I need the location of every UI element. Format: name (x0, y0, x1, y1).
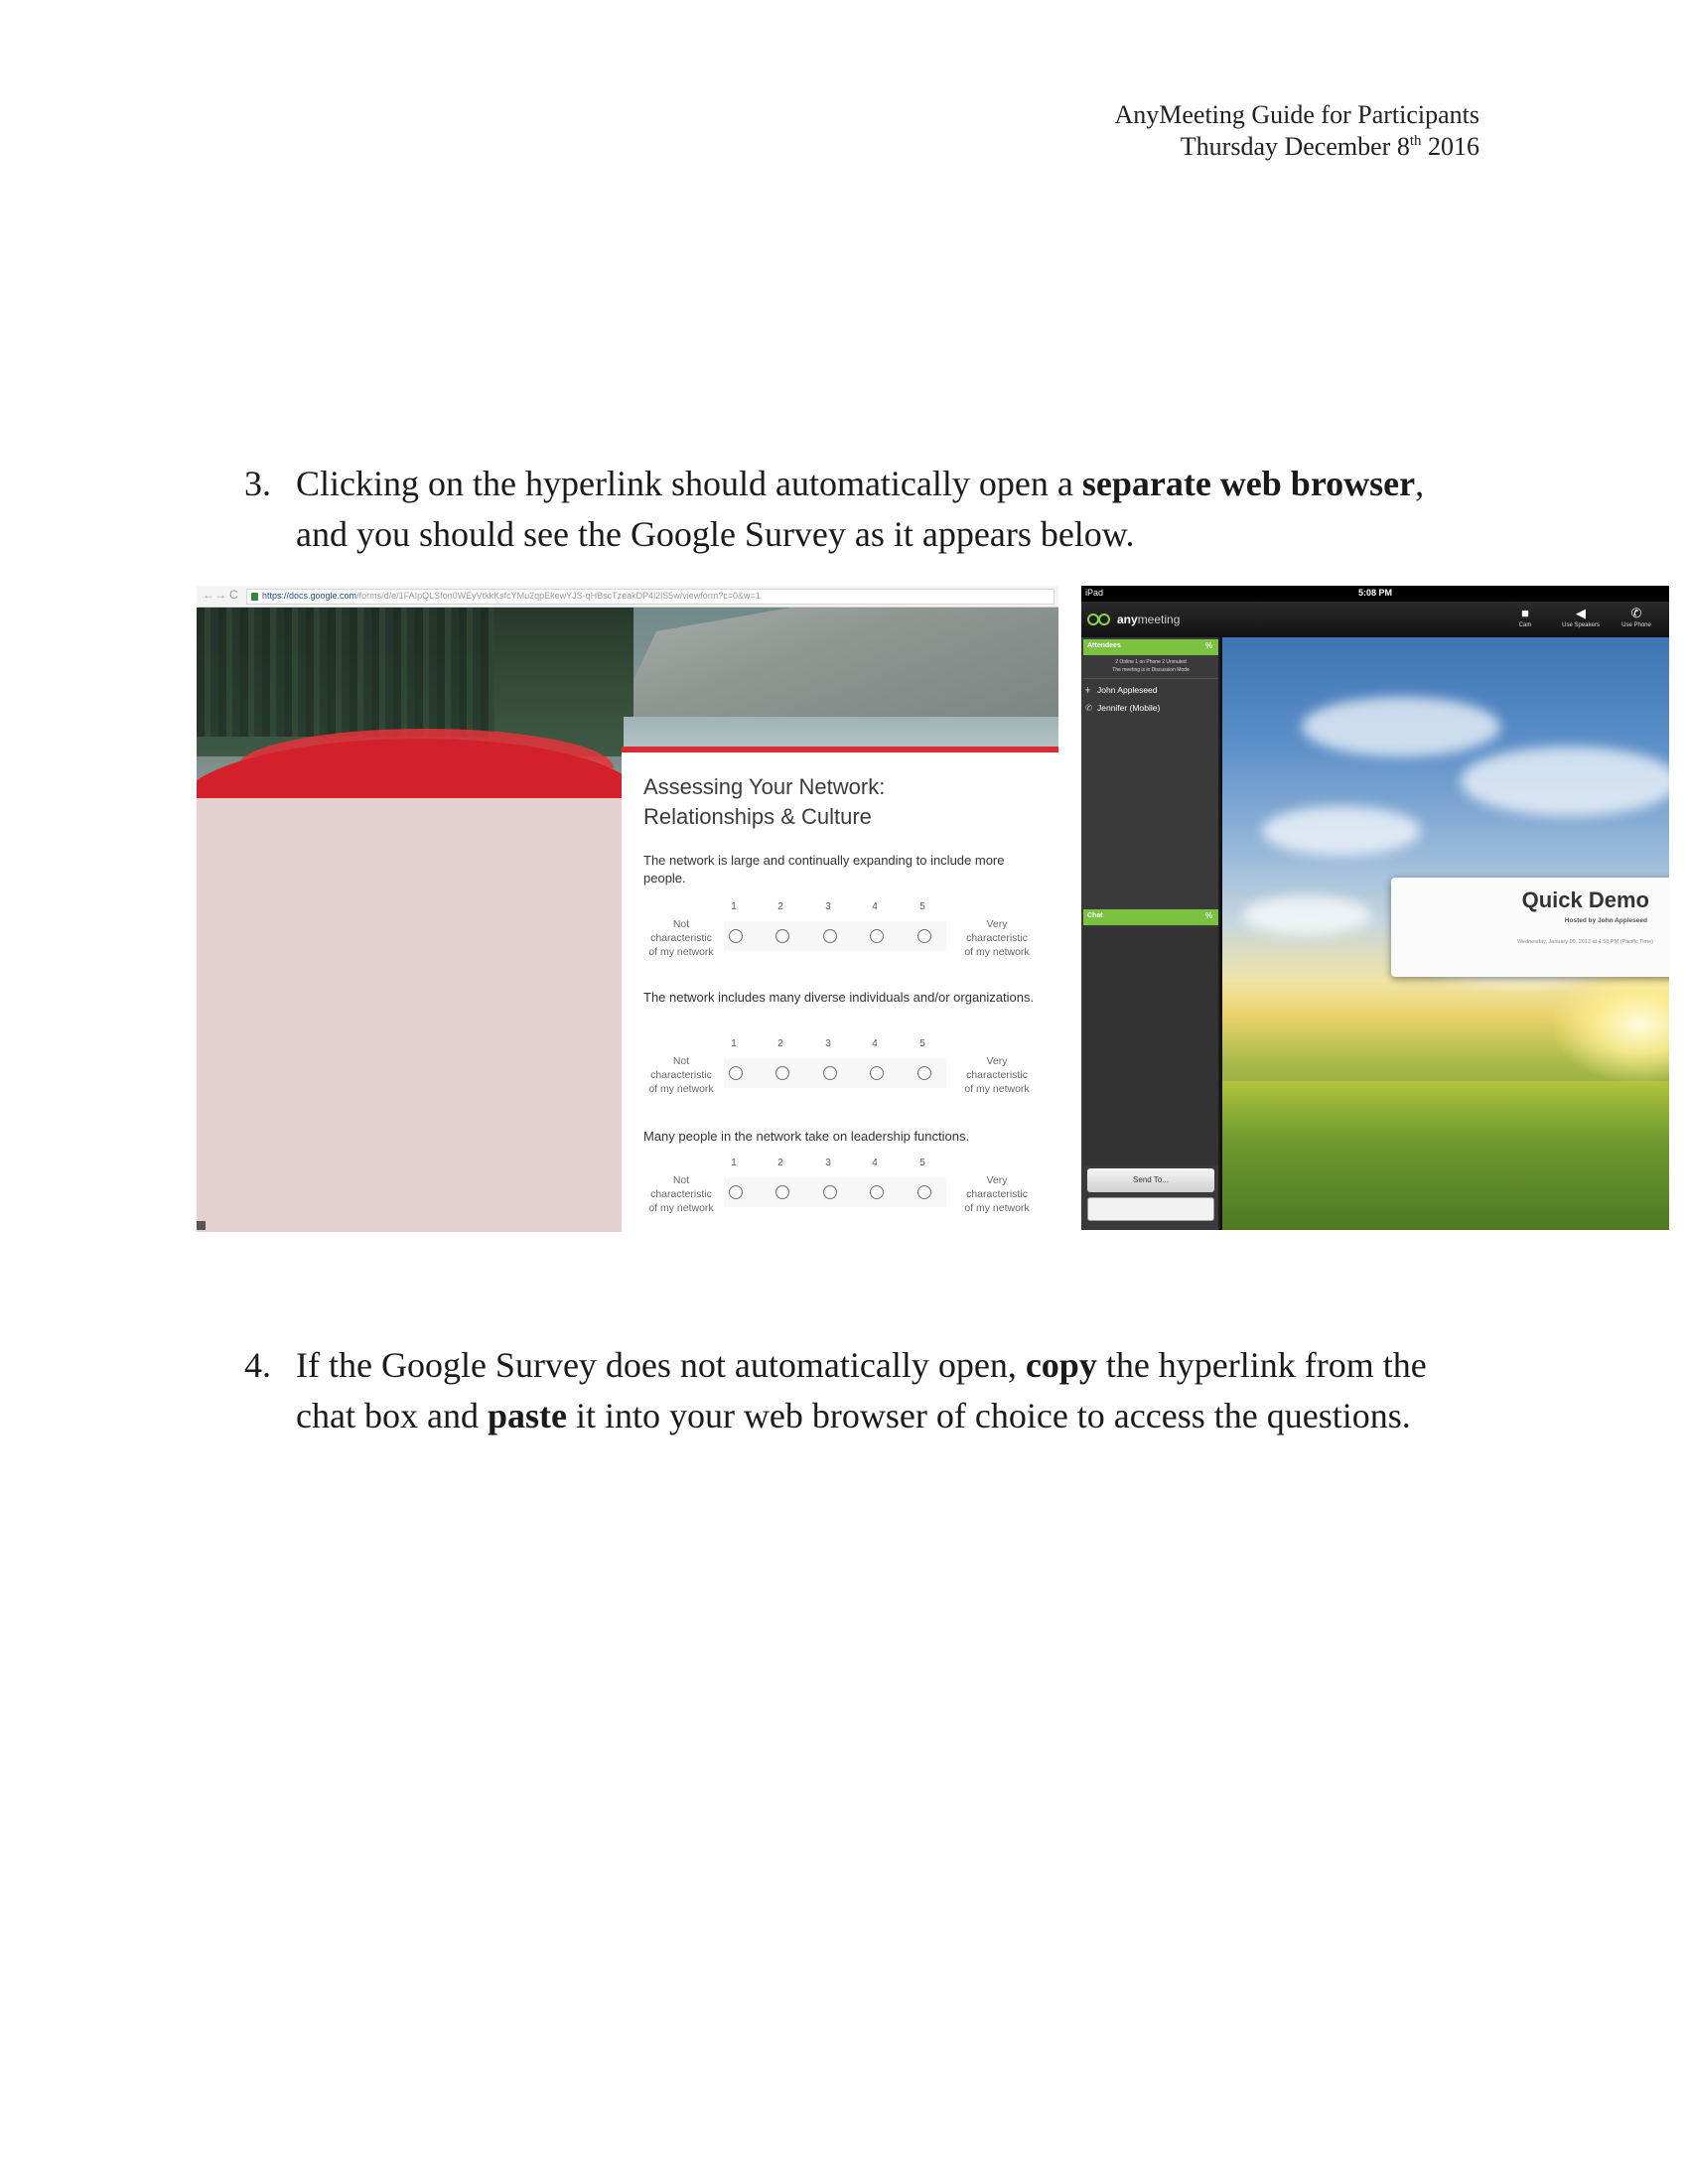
high-label: Very characteristic of my network (964, 1174, 1030, 1214)
speaker-icon: ◀ (1576, 606, 1586, 620)
chat-input[interactable] (1087, 1197, 1214, 1221)
low-label: Not characteristic of my network (648, 918, 714, 958)
radio-option-1[interactable] (729, 1185, 743, 1199)
radio-option-1[interactable] (729, 1066, 743, 1080)
scale-numbers: 1 2 3 4 5 (731, 901, 925, 912)
device-label: iPad (1085, 588, 1104, 598)
page-background (197, 798, 622, 1232)
meeting-info-card (1391, 878, 1669, 977)
app-toolbar: anymeeting ■ Cam ◀ Use Speakers ✆ Use Phone (1081, 602, 1669, 637)
camera-icon: ■ (1521, 606, 1529, 620)
radio-option-4[interactable] (870, 929, 884, 943)
step-text: Clicking on the hyperlink should automatically open a separate web browser, and you should see the Google Survey as it appears below. (296, 464, 1425, 554)
high-label: Very characteristic of my network (964, 1055, 1030, 1095)
meeting-host: Hosted by John Appleseed (1564, 917, 1647, 924)
reload-icon[interactable]: C (229, 588, 238, 602)
question-2: The network includes many diverse individuals and/or organizations. (643, 990, 1035, 1005)
meeting-title: Quick Demo (1521, 887, 1649, 912)
step-text: If the Google Survey does not automatically open, copy the hyperlink from the chat box and paste it into your web browser of choice to access the questions. (296, 1345, 1427, 1435)
microphone-icon: ǂ (1085, 685, 1090, 695)
radio-option-4[interactable] (870, 1185, 884, 1199)
radio-option-2[interactable] (775, 1066, 789, 1080)
scale-numbers: 1 2 3 4 5 (731, 1158, 925, 1168)
meeting-date: Wednesday, January 09, 2013 at 4:58 PM (Pacific Time) (1516, 939, 1653, 945)
lock-icon (251, 593, 258, 601)
radio-option-5[interactable] (917, 1066, 931, 1080)
rating-row (622, 1173, 1058, 1213)
radio-option-4[interactable] (870, 1066, 884, 1080)
scale-numbers: 1 2 3 4 5 (731, 1038, 925, 1049)
url-field[interactable] (246, 589, 1055, 605)
radio-option-3[interactable] (823, 1185, 837, 1199)
attendee-item[interactable]: ✆ Jennifer (Mobile) (1085, 703, 1161, 713)
chat-header[interactable]: Chat % (1083, 909, 1218, 925)
radio-option-5[interactable] (917, 1185, 931, 1199)
corner-icon (197, 1221, 206, 1230)
phone-icon: ✆ (1085, 703, 1093, 713)
form-card (622, 747, 1058, 1232)
radio-option-5[interactable] (917, 929, 931, 943)
expand-icon[interactable]: % (1204, 911, 1212, 920)
high-label: Very characteristic of my network (964, 918, 1030, 958)
guide-date: Thursday December 8th 2016 (1180, 132, 1479, 161)
attendee-stats: 2 Online 1 on Phone 2 Unmuted The meeting is in Discussion Mode (1083, 655, 1218, 679)
step-number: 3. (244, 464, 271, 503)
radio-group (724, 1058, 946, 1088)
url-text: https://docs.google.com/forms/d/e/1FAIpQLSfon0WEyVtkkKsfcYMu2qpEkewYJS-qHBscTzeakDP4l2lS5w/viewform?c=0&w=1 (262, 591, 761, 601)
chat-box (1083, 927, 1218, 1165)
use-phone-button[interactable]: ✆ Use Phone (1612, 606, 1661, 629)
expand-icon[interactable]: % (1204, 641, 1212, 650)
rating-row (622, 917, 1058, 957)
cam-button[interactable]: ■ Cam (1500, 606, 1550, 629)
phone-icon: ✆ (1630, 606, 1642, 620)
use-speakers-button[interactable]: ◀ Use Speakers (1556, 606, 1606, 629)
browser-address-bar[interactable] (197, 586, 1058, 608)
forward-arrow-icon[interactable]: → (214, 588, 226, 602)
status-time: 5:08 PM (1357, 588, 1392, 598)
radio-group (724, 1177, 946, 1207)
radio-option-2[interactable] (775, 1185, 789, 1199)
meeting-stage (1222, 637, 1669, 1230)
attendee-item[interactable]: ǂ John Appleseed (1085, 685, 1158, 695)
radio-option-3[interactable] (823, 929, 837, 943)
logo-rings-icon (1087, 614, 1113, 625)
low-label: Not characteristic of my network (648, 1055, 714, 1095)
radio-group (724, 921, 946, 951)
question-3: Many people in the network take on leadership functions. (643, 1129, 970, 1144)
rating-row (622, 1054, 1058, 1094)
radio-option-2[interactable] (775, 929, 789, 943)
form-title: Assessing Your Network: Relationships & Culture (643, 774, 886, 829)
document-header (1114, 99, 1479, 163)
question-1: The network is large and continually expanding to include more people. (643, 853, 1005, 886)
back-arrow-icon[interactable]: ← (203, 588, 214, 602)
anymeeting-ipad-screenshot (1081, 586, 1669, 1230)
radio-option-3[interactable] (823, 1066, 837, 1080)
google-form-screenshot (197, 586, 1058, 1232)
send-to-button[interactable]: Send To... (1087, 1168, 1214, 1192)
ipad-status-bar (1081, 586, 1669, 602)
guide-title: AnyMeeting Guide for Participants (1114, 100, 1479, 129)
radio-option-1[interactable] (729, 929, 743, 943)
meeting-sidebar (1081, 637, 1220, 1230)
low-label: Not characteristic of my network (648, 1174, 714, 1214)
step-number: 4. (244, 1345, 271, 1385)
attendees-header[interactable]: Attendees % (1083, 639, 1218, 655)
